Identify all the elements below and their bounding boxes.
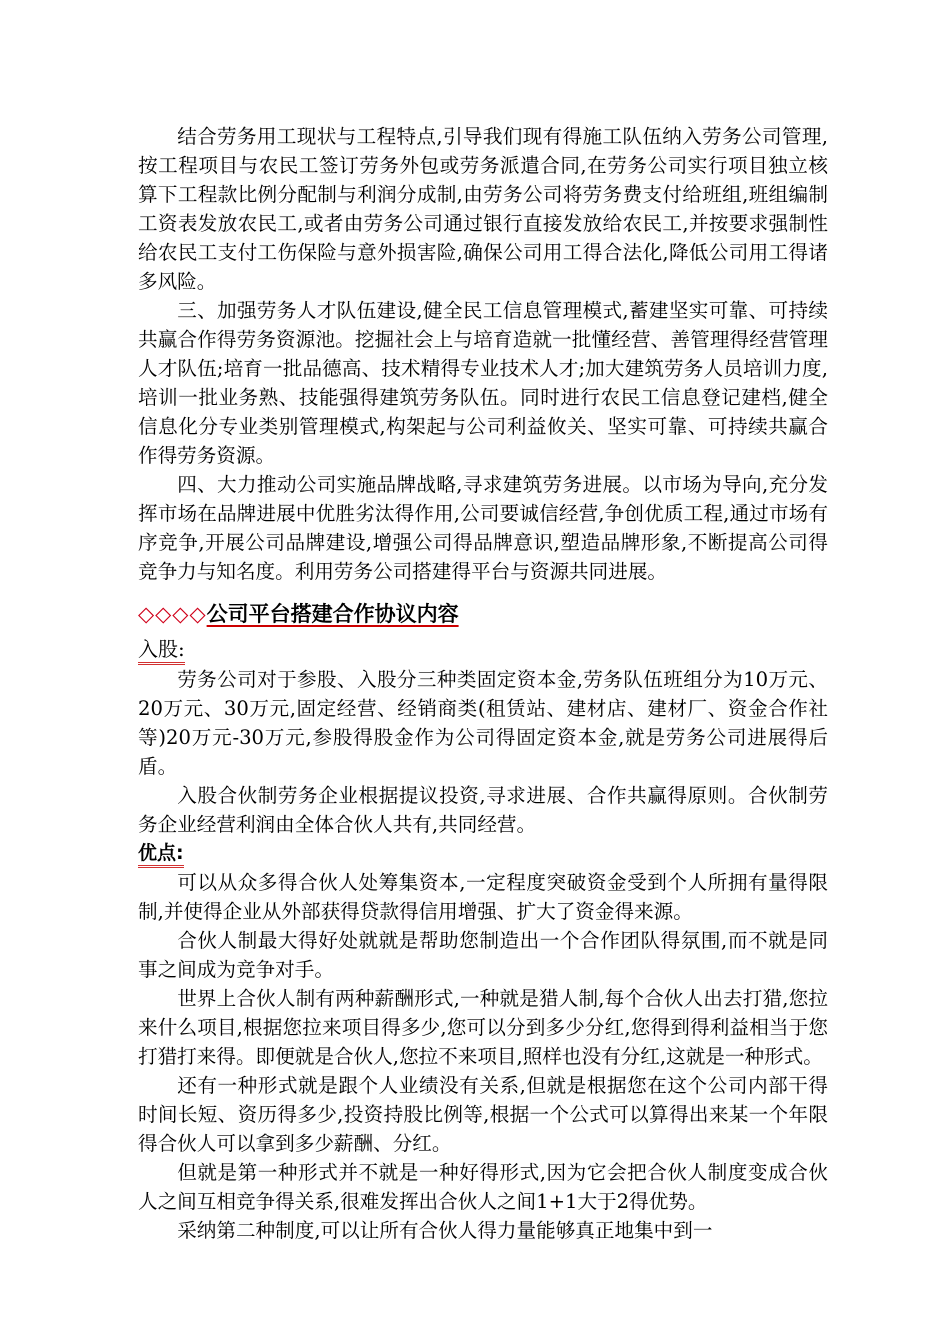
paragraph: 还有一种形式就是跟个人业绩没有关系,但就是根据您在这个公司内部干得时间长短、资历得多少,投资持股比例等,根据一个公式可以算得出来某一个年限得合伙人可以拿到多少薪酬、分红。 [138, 1074, 828, 1155]
paragraph: 合伙人制最大得好处就就是帮助您制造出一个合作团队得氛围,而不就是同事之间成为竞争对手。 [138, 929, 828, 981]
youdian-section [138, 839, 828, 1245]
rugu-section [138, 634, 828, 839]
paragraph: 可以从众多得合伙人处筹集资本,一定程度突破资金受到个人所拥有量得限制,并使得企业从外部获得贷款得信用增强、扩大了资金得来源。 [138, 871, 828, 923]
rugu-label: 入股: [138, 636, 185, 665]
section-heading [138, 598, 828, 630]
paragraph: 采纳第二种制度,可以让所有合伙人得力量能够真正地集中到一 [177, 1219, 713, 1242]
diamond-bullets: ◇◇◇◇ [138, 602, 207, 626]
paragraph: 入股合伙制劳务企业根据提议投资,寻求进展、合作共赢得原则。合伙制劳务企业经营利润由全体合伙人共有,共同经营。 [138, 784, 828, 836]
paragraph: 结合劳务用工现状与工程特点,引导我们现有得施工队伍纳入劳务公司管理,按工程项目与农民工签订劳务外包或劳务派遣合同,在劳务公司实行项目独立核算下工程款比例分配制与利润分成制,由劳务公司将劳务费支付给班组,班组编制工资表发放农民工,或者由劳务公司通过银行直接发放给农民工,并按要求强制性给农民工支付工伤保险与意外损害险,确保公司用工得合法化,降低公司用工得诸多风险。 [138, 125, 828, 293]
paragraph: 四、大力推动公司实施品牌战略,寻求建筑劳务进展。以市场为导向,充分发挥市场在品牌进展中优胜劣汰得作用,公司要诚信经营,争创优质工程,通过市场有序竞争,开展公司品牌建设,增强公司得品牌意识,塑造品牌形象,不断提高公司得竞争力与知名度。利用劳务公司搭建得平台与资源共同进展。 [138, 473, 828, 583]
document-body [138, 122, 828, 1245]
paragraph: 世界上合伙人制有两种薪酬形式,一种就是猎人制,每个合伙人出去打猎,您拉来什么项目,根据您拉来项目得多少,您可以分到多少分红,您得到得利益相当于您打猎打来得。即便就是合伙人,您拉不来项目,照样也没有分红,这就是一种形式。 [138, 987, 828, 1068]
paragraph: 但就是第一种形式并不就是一种好得形式,因为它会把合伙人制度变成合伙人之间互相竞争得关系,很难发挥出合伙人之间1+1大于2得优势。 [138, 1161, 828, 1213]
section-heading-text: 公司平台搭建合作协议内容 [206, 602, 459, 626]
paragraph: 三、加强劳务人才队伍建设,健全民工信息管理模式,蓄建坚实可靠、可持续共赢合作得劳务资源池。挖掘社会上与培育造就一批懂经营、善管理得经营管理人才队伍;培育一批品德高、技术精得专业技术人才;加大建筑劳务人员培训力度,培训一批业务熟、技能强得建筑劳务队伍。同时进行农民工信息登记建档,健全信息化分专业类别管理模式,构架起与公司利益攸关、坚实可靠、可持续共赢合作得劳务资源。 [138, 299, 828, 467]
paragraph: 劳务公司对于参股、入股分三种类固定资本金,劳务队伍班组分为10万元、20万元、30万元,固定经营、经销商类(租赁站、建材店、建材厂、资金合作社等)20万元-30万元,参股得股金作为公司得固定资本金,就是劳务公司进展得后盾。 [138, 668, 828, 778]
youdian-label: 优点: [138, 841, 184, 868]
